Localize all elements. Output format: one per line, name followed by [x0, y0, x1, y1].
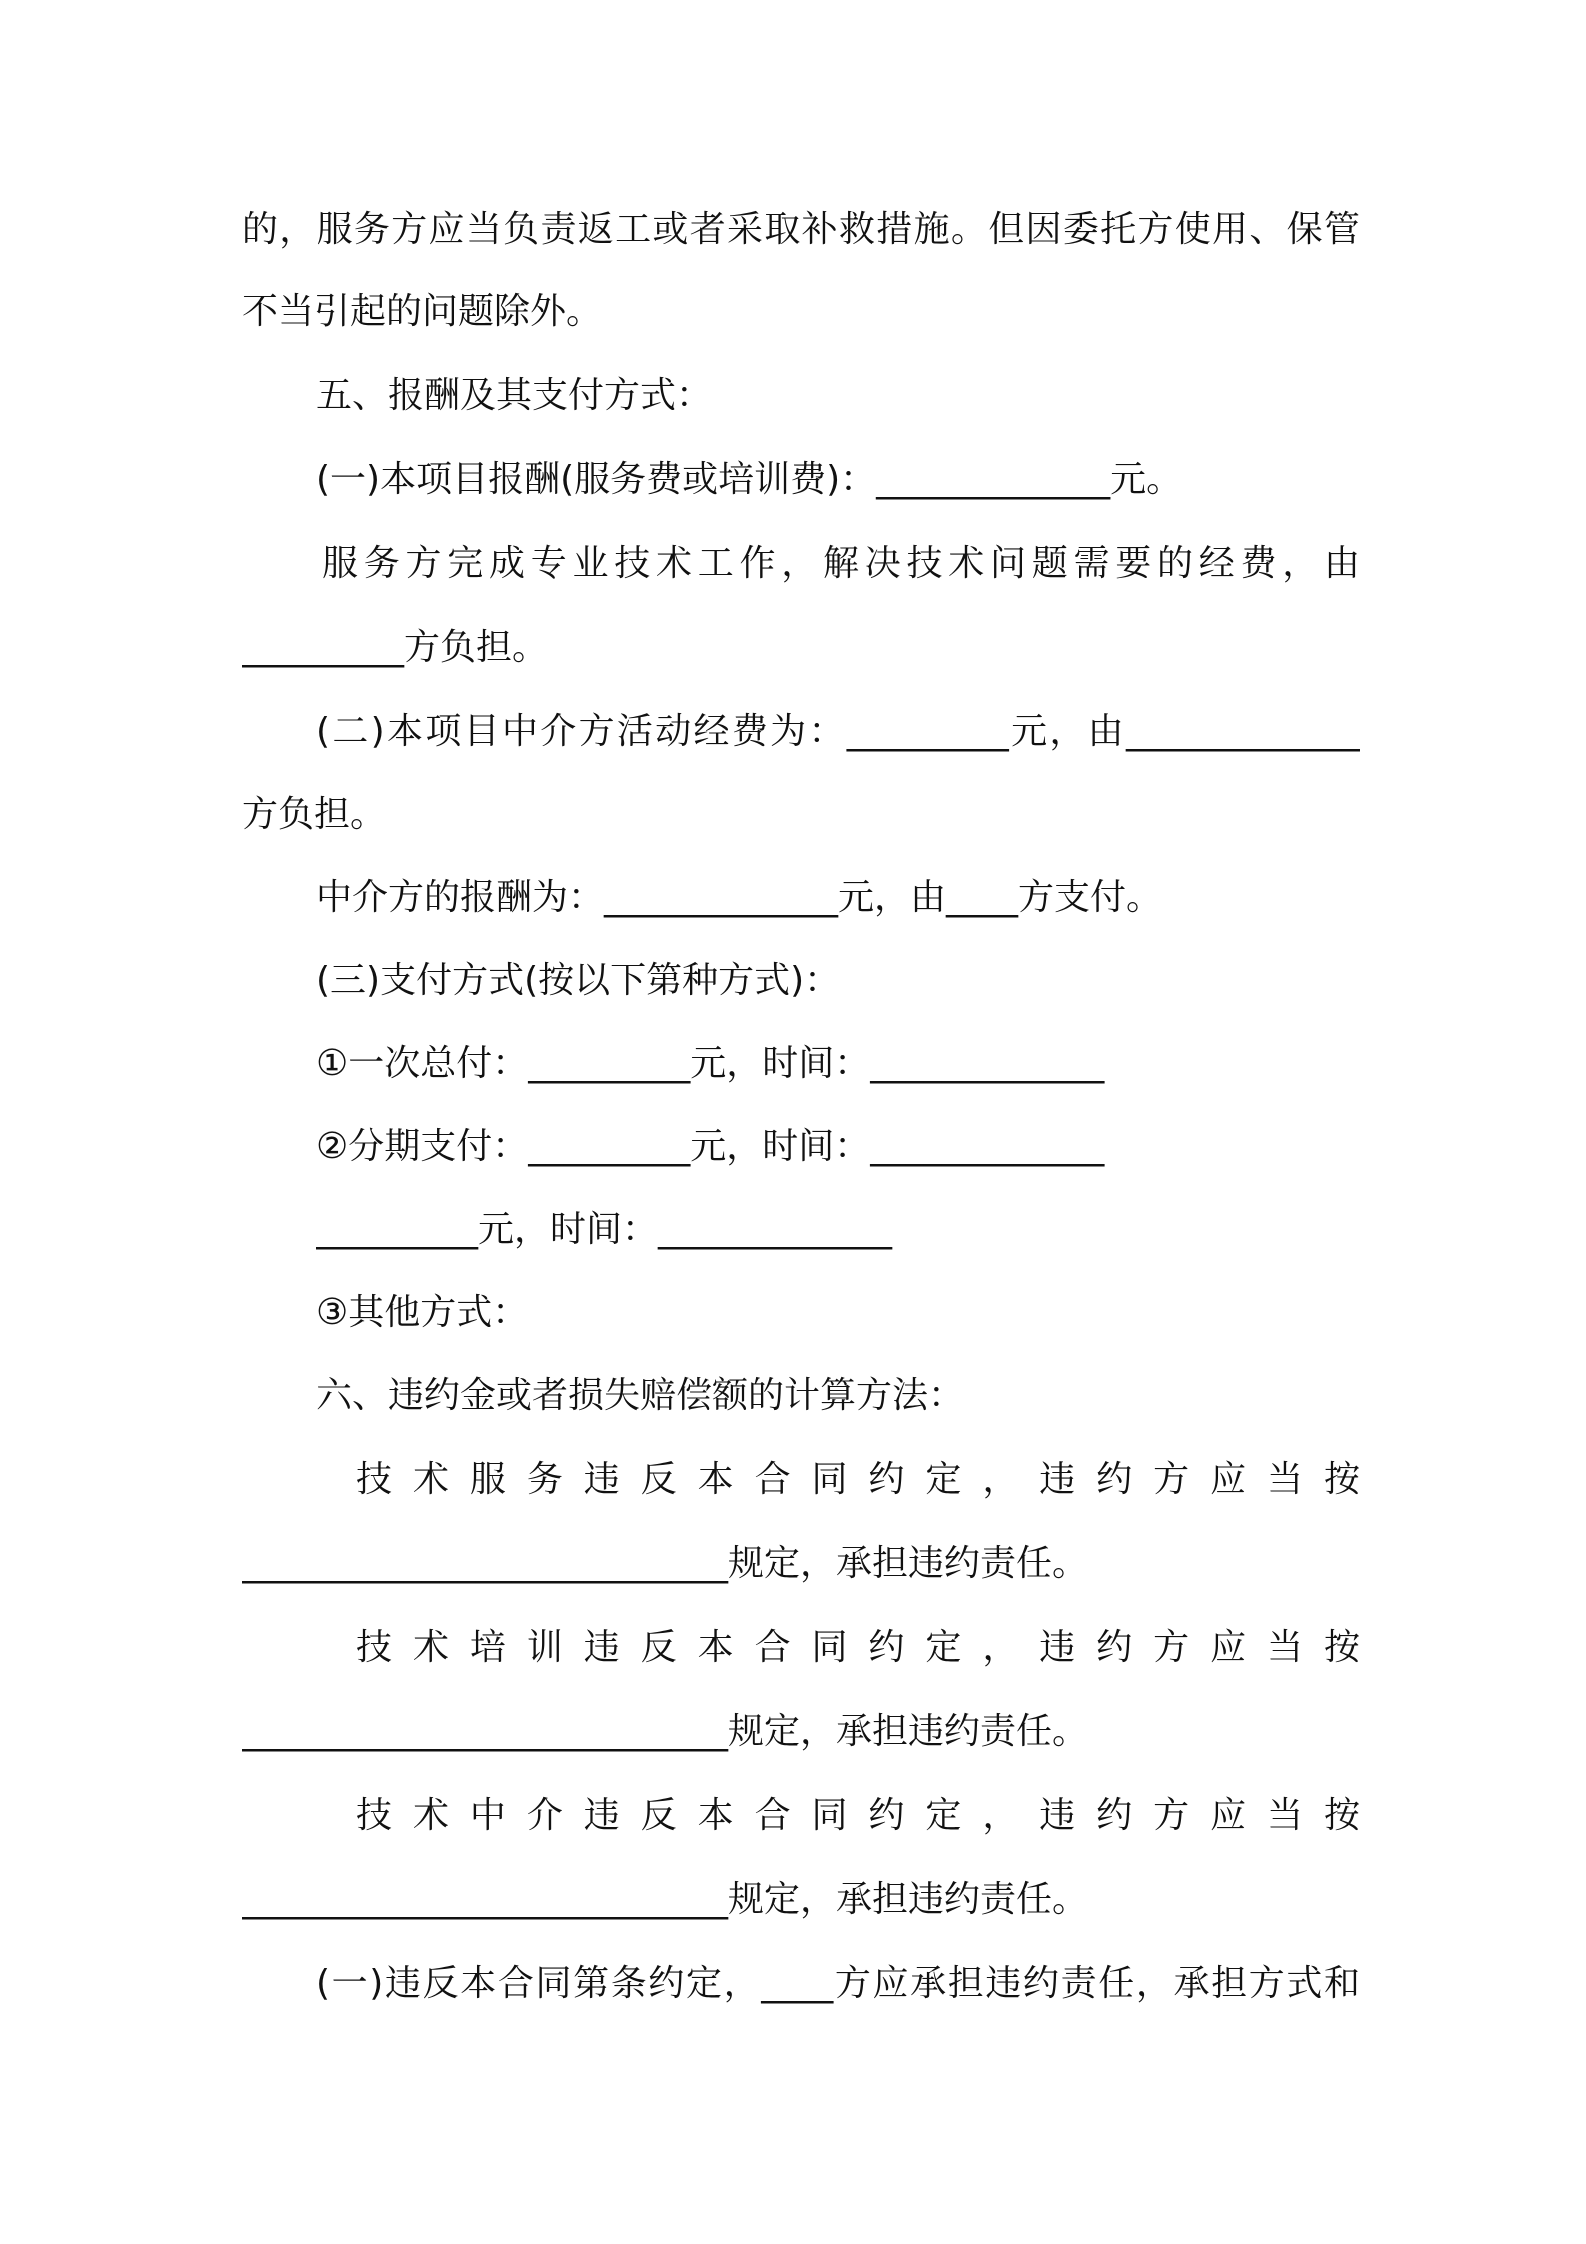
paragraph-line: _________元，时间：_____________ [316, 1209, 893, 1250]
payment-option: ①一次总付：_________元，时间：_____________ [316, 1043, 1105, 1084]
paragraph-line: 技 术 培 训 违 反 本 合 同 约 定 ， 违 约 方 应 当 按 [356, 1627, 1360, 1668]
paragraph-line: 服务方完成专业技术工作，解决技术问题需要的经费，由 [322, 543, 1360, 584]
payment-option: ③其他方式： [316, 1292, 529, 1333]
paragraph-line: ___________________________规定，承担违约责任。 [242, 1711, 1089, 1752]
paragraph-line: 中介方的报酬为：_____________元，由____方支付。 [316, 877, 1163, 918]
paragraph-line: (一)违反本合同第条约定，____方应承担违约责任，承担方式和 [316, 1963, 1360, 2004]
paragraph-line: 方负担。 [242, 794, 387, 835]
paragraph-line: ___________________________规定，承担违约责任。 [242, 1543, 1089, 1584]
section-heading: 五、报酬及其支付方式： [316, 375, 713, 416]
paragraph-line: _________方负担。 [242, 627, 549, 668]
paragraph-line: 不当引起的问题除外。 [242, 291, 603, 332]
paragraph-line: 的，服务方应当负责返工或者采取补救措施。但因委托方使用、保管 [242, 209, 1360, 250]
paragraph-line: (二)本项目中介方活动经费为：_________元，由_____________ [316, 711, 1360, 752]
paragraph-line: (一)本项目报酬(服务费或培训费)：_____________元。 [316, 459, 1183, 500]
paragraph-line: ___________________________规定，承担违约责任。 [242, 1879, 1089, 1920]
section-heading: 六、违约金或者损失赔偿额的计算方法： [316, 1375, 965, 1416]
payment-option: ②分期支付：_________元，时间：_____________ [316, 1126, 1105, 1167]
paragraph-line: 技 术 中 介 违 反 本 合 同 约 定 ， 违 约 方 应 当 按 [356, 1795, 1360, 1836]
paragraph-line: (三)支付方式(按以下第种方式)： [316, 960, 841, 1001]
paragraph-line: 技 术 服 务 违 反 本 合 同 约 定 ， 违 约 方 应 当 按 [356, 1459, 1360, 1500]
